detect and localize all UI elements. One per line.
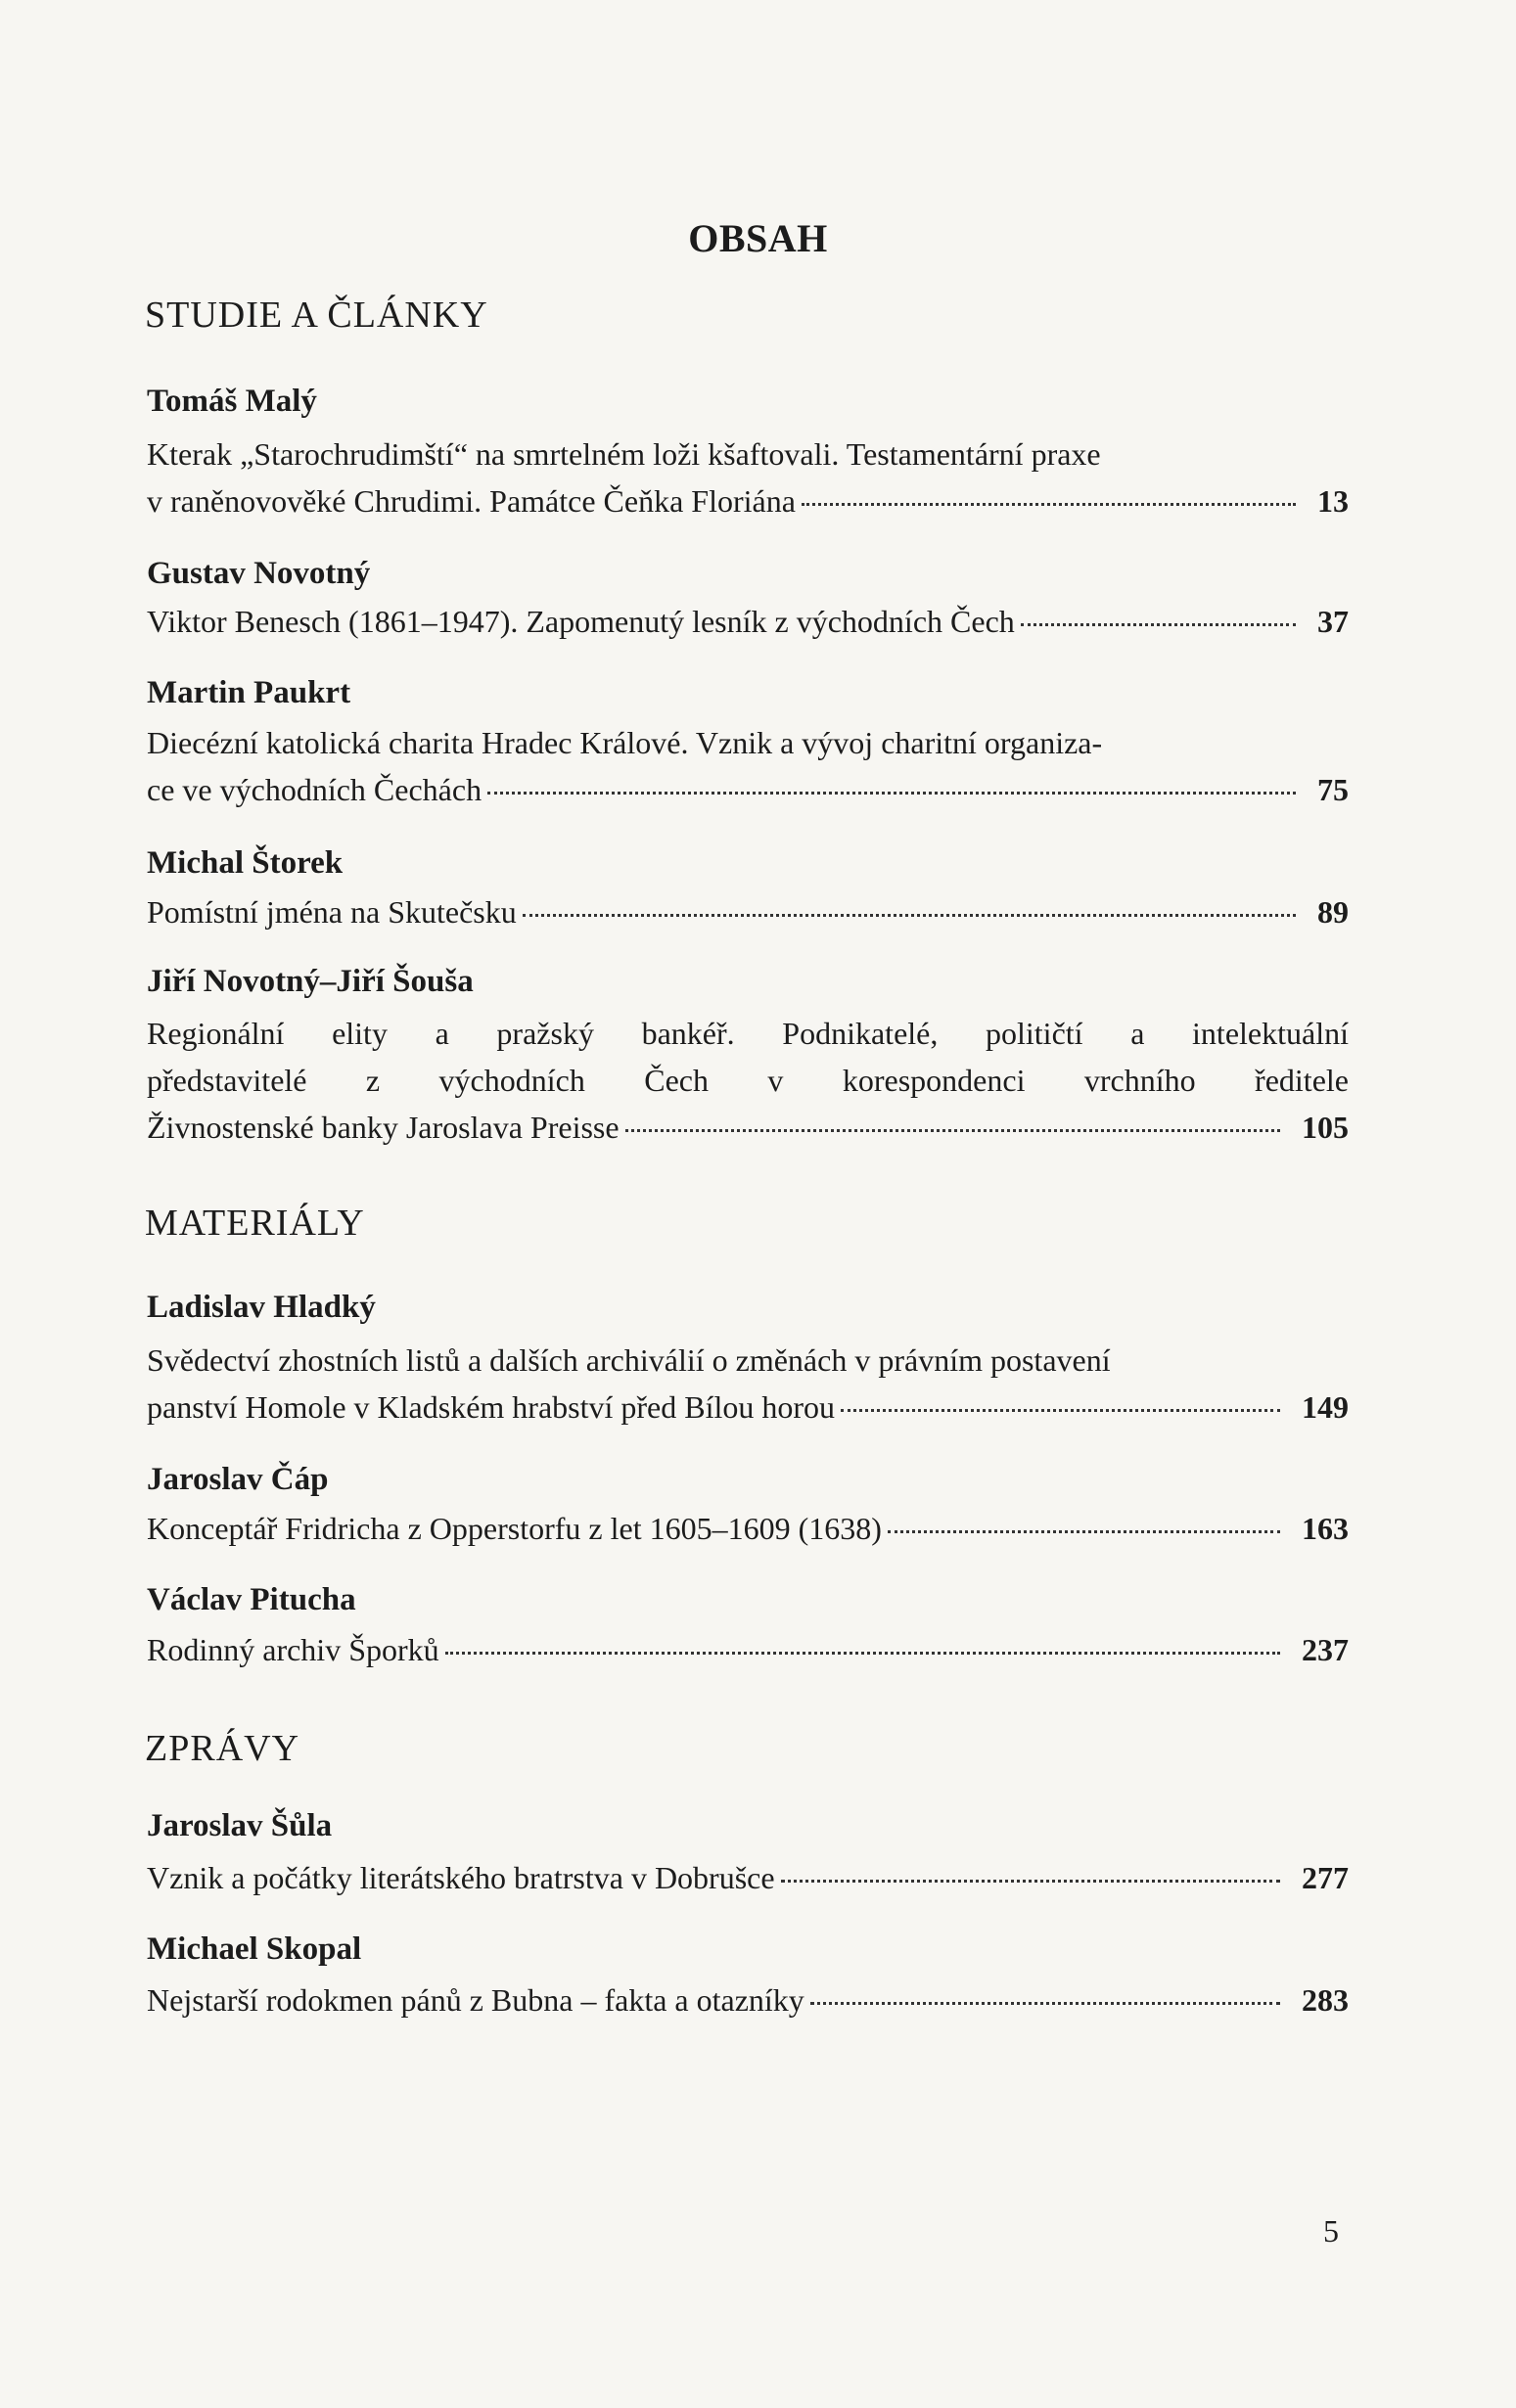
toc-page-number: 283 (1302, 1982, 1349, 2018)
dot-leader (802, 502, 1296, 506)
toc-entry-text: ce ve východních Čechách (147, 772, 482, 807)
toc-page-number: 237 (1302, 1632, 1349, 1667)
toc-entry-text: Konceptář Fridricha z Opperstorfu z let 1605–1609 (1638) (147, 1511, 882, 1546)
toc-entry-text: Pomístní jména na Skutečsku (147, 894, 517, 930)
toc-entry[interactable] (147, 1854, 1349, 1901)
toc-author: Michael Skopal (147, 1931, 362, 1967)
toc-author: Michal Štorek (147, 845, 344, 881)
dot-leader (781, 1879, 1280, 1883)
word: v (767, 1063, 784, 1098)
toc-page-number: 277 (1302, 1860, 1349, 1895)
toc-entry[interactable] (147, 598, 1349, 645)
toc-entry[interactable] (147, 1010, 1349, 1151)
toc-entry[interactable] (147, 1976, 1349, 2023)
toc-entry-last-line (147, 1505, 1349, 1552)
dot-leader (1021, 622, 1296, 626)
dot-leader (888, 1529, 1280, 1533)
toc-entry-line (147, 1057, 1349, 1104)
toc-entry-text: Nejstarší rodokmen pánů z Bubna – fakta a otazníky (147, 1982, 804, 2018)
word: vrchního (1083, 1063, 1196, 1098)
word: političtí (986, 1016, 1083, 1051)
word: korespondenci (842, 1063, 1026, 1098)
toc-entry-text: Rodinný archiv Šporků (147, 1632, 439, 1667)
toc-entry-last-line (147, 1976, 1349, 2023)
word: Čech (644, 1063, 709, 1098)
toc-entry-line (147, 1010, 1349, 1057)
toc-page-number: 75 (1317, 772, 1349, 807)
toc-page-number: 105 (1302, 1110, 1349, 1145)
toc-entry-last-line (147, 1384, 1349, 1431)
toc-entry-text: Živnostenské banky Jaroslava Preisse (147, 1110, 620, 1145)
word: bankéř. (641, 1016, 735, 1051)
toc-author: Jaroslav Šůla (147, 1808, 333, 1843)
dot-leader (523, 913, 1296, 917)
dot-leader (810, 2001, 1280, 2005)
toc-entry[interactable] (147, 1337, 1349, 1431)
section-title-materialy: MATERIÁLY (145, 1203, 365, 1244)
word: ředitele (1255, 1063, 1349, 1098)
toc-author: Jaroslav Čáp (147, 1462, 329, 1497)
toc-entry-line: Kterak „Starochrudimští“ na smrtelném loži kšaftovali. Testamentární praxe (147, 436, 1101, 472)
toc-entry-last-line (147, 1626, 1349, 1673)
word: intelektuální (1192, 1016, 1349, 1051)
toc-entry[interactable] (147, 431, 1349, 524)
toc-entry-last-line (147, 1104, 1349, 1151)
toc-entry[interactable] (147, 719, 1349, 813)
word: představitelé (147, 1063, 307, 1098)
dot-leader (487, 791, 1296, 795)
toc-page-number: 149 (1302, 1389, 1349, 1425)
toc-author: Gustav Novotný (147, 556, 371, 591)
word: pražský (496, 1016, 594, 1051)
word: Podnikatelé, (782, 1016, 939, 1051)
toc-author: Jiří Novotný–Jiří Šouša (147, 964, 474, 999)
section-title-zpravy: ZPRÁVY (145, 1728, 300, 1769)
dot-leader (625, 1128, 1280, 1132)
dot-leader (445, 1651, 1280, 1655)
dot-leader (841, 1408, 1280, 1412)
toc-entry-last-line (147, 477, 1349, 524)
page-number: 5 (1323, 2213, 1339, 2249)
toc-entry[interactable] (147, 888, 1349, 935)
toc-page-number: 37 (1317, 604, 1349, 639)
word: a (435, 1016, 449, 1051)
word: elity (332, 1016, 388, 1051)
toc-entry[interactable] (147, 1626, 1349, 1673)
word: a (1130, 1016, 1145, 1051)
toc-author: Václav Pitucha (147, 1582, 356, 1617)
section-title-studie: STUDIE A ČLÁNKY (145, 295, 488, 336)
toc-entry-line: Svědectví zhostních listů a dalších archiválií o změnách v právním postavení (147, 1342, 1111, 1378)
toc-entry-last-line (147, 766, 1349, 813)
toc-entry-last-line (147, 598, 1349, 645)
toc-entry-line: Diecézní katolická charita Hradec Králové. Vznik a vývoj charitní organiza- (147, 725, 1103, 760)
toc-page-number: 13 (1317, 483, 1349, 519)
word: východních (438, 1063, 585, 1098)
toc-entry-text: Vznik a počátky literátského bratrstva v Dobrušce (147, 1860, 775, 1895)
word: Regionální (147, 1016, 285, 1051)
word: z (365, 1063, 381, 1098)
page-heading: OBSAH (688, 216, 828, 260)
toc-page-number: 89 (1317, 894, 1349, 930)
toc-page-number: 163 (1302, 1511, 1349, 1546)
toc-author: Martin Paukrt (147, 675, 351, 710)
toc-entry[interactable] (147, 1505, 1349, 1552)
toc-entry-text: panství Homole v Kladském hrabství před Bílou horou (147, 1389, 836, 1425)
toc-author: Tomáš Malý (147, 384, 317, 419)
toc-entry-last-line (147, 1854, 1349, 1901)
toc-entry-last-line (147, 888, 1349, 935)
toc-author: Ladislav Hladký (147, 1290, 376, 1325)
toc-entry-text: Viktor Benesch (1861–1947). Zapomenutý lesník z východních Čech (147, 604, 1015, 639)
toc-entry-text: v raněnovověké Chrudimi. Památce Čeňka Floriána (147, 483, 796, 519)
